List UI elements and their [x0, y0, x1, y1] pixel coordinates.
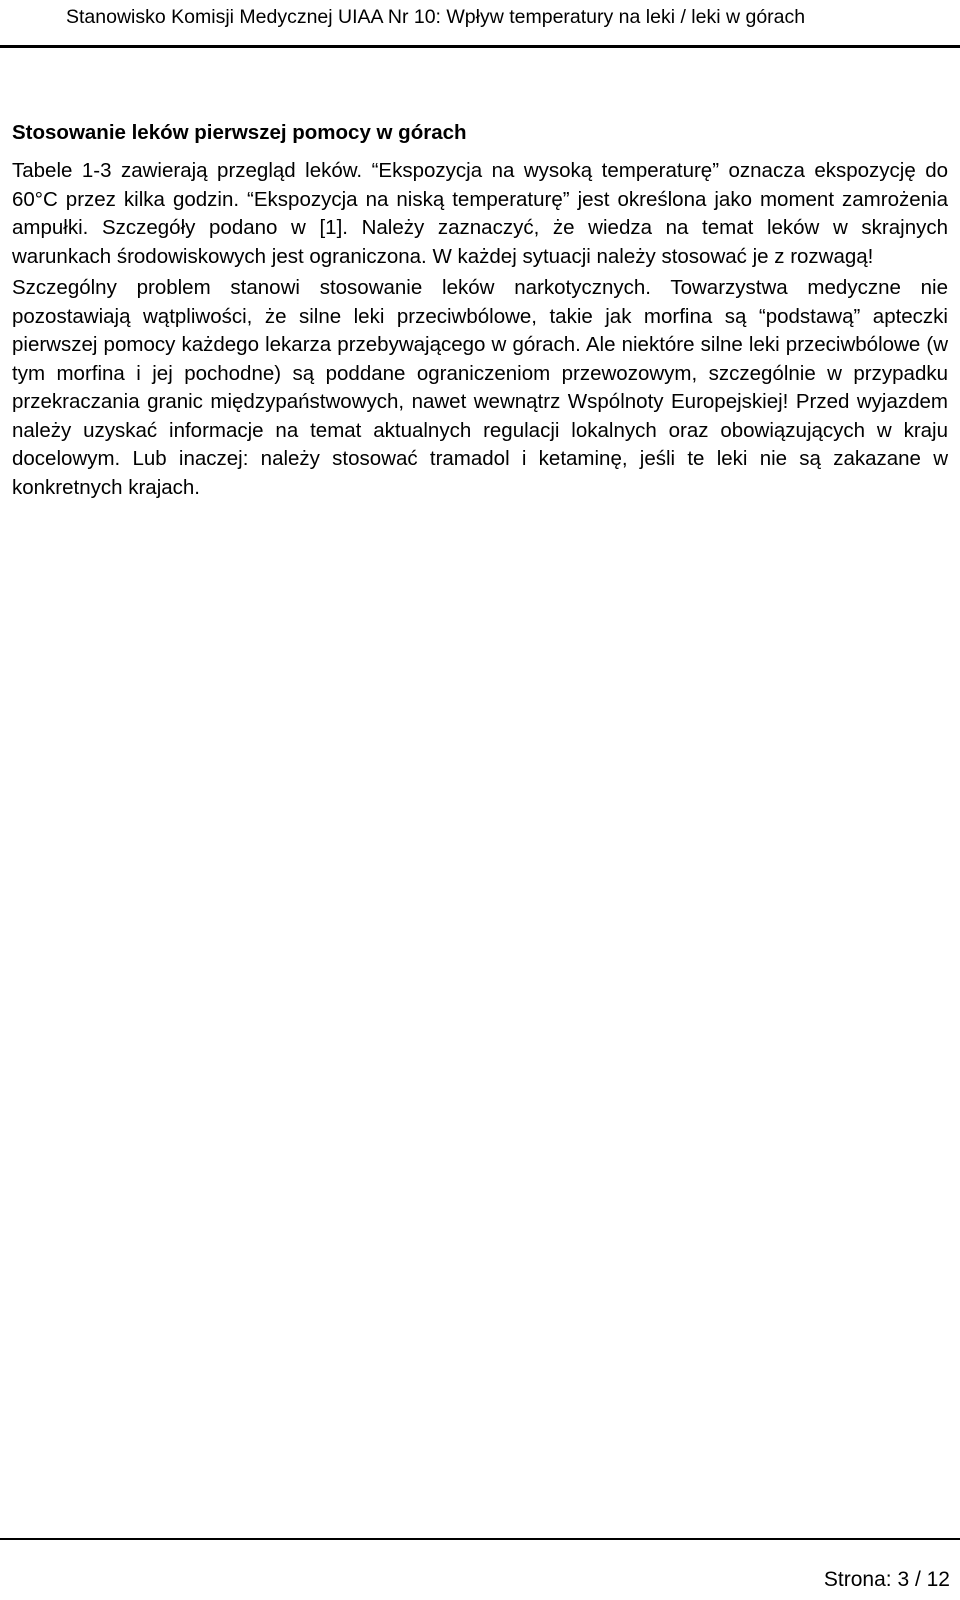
page-number: Strona: 3 / 12 [823, 1568, 950, 1591]
document-title: Stanowisko Komisji Medycznej UIAA Nr 10: Wpływ temperatury na leki / leki w górach [66, 6, 806, 28]
main-content [12, 120, 948, 502]
paragraph-narcotic-drugs: Szczególny problem stanowi stosowanie leków narkotycznych. Towarzystwa medyczne nie pozostawiają wątpliwości, że silne leki przeciwbólowe, takie jak morfina są “podstawą” apteczki pierwszej pomocy każdego lekarza przebywającego w górach. Ale niektóre silne leki przeciwbólowe (w tym morfina i jej pochodne) są poddane ograniczeniom przewozowym, szczególnie w przypadku przekraczania granic międzypaństwowych, nawet wewnątrz Wspólnoty Europejskiej! Przed wyjazdem należy uzyskać informacje na temat aktualnych regulacji lokalnych oraz obowiązujących w kraju docelowym. Lub inaczej: należy stosować tramadol i ketaminę, jeśli te leki nie są zakazane w konkretnych krajach. [12, 276, 948, 499]
running-header [0, 0, 960, 48]
running-footer [0, 1538, 960, 1600]
paragraph-storage-overview: Tabele 1-3 zawierają przegląd leków. “Ekspozycja na wysoką temperaturę” oznacza ekspozycję do 60°C przez kilka godzin. “Ekspozycja na niską temperaturę” jest określona jako moment zamrożenia ampułki. Szczegóły podano w [1]. Należy zaznaczyć, że wiedza na temat leków w skrajnych warunkach środowiskowych jest ograniczona. W każdej sytuacji należy stosować je z rozwagą! [12, 159, 948, 268]
section-heading: Stosowanie leków pierwszej pomocy w górach [12, 121, 467, 144]
